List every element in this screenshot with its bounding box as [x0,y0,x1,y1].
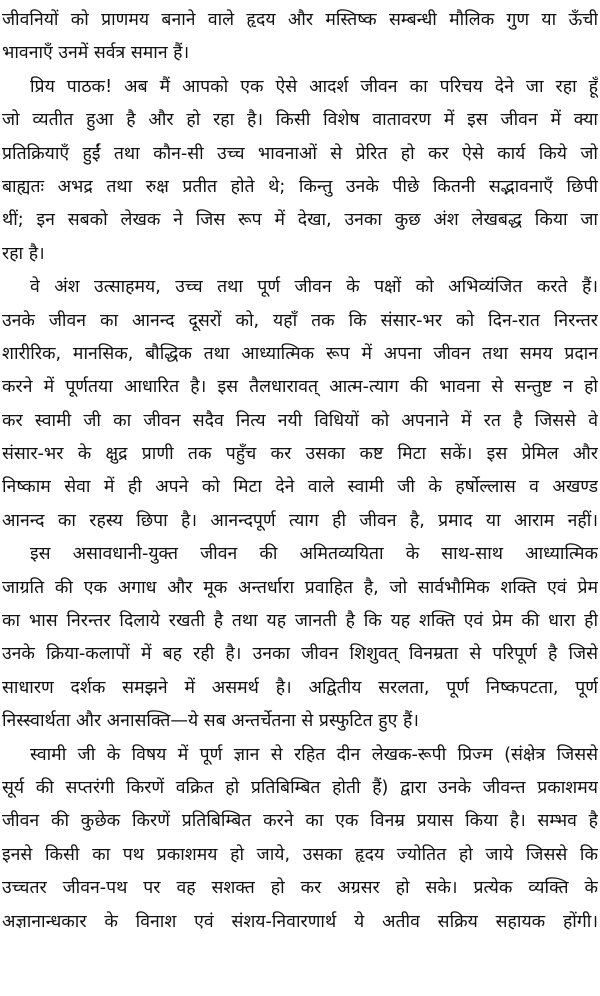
text-line: बाह्यतः अभद्र तथा रुक्ष प्रतीत होते थे; किन्तु उनके पीछे कितनी सद्भावनाएँ छिपी [2,176,598,197]
text-line: रहा है। [2,243,45,264]
text-line: उच्चतर जीवन-पथ पर वह सशक्त हो कर अग्रसर हो सके। प्रत्येक व्यक्ति के [2,878,598,899]
text-line: भावनाएँ उनमें सर्वत्र समान हैं। [2,43,190,64]
text-line: अज्ञानान्धकार के विनाश एवं संशय-निवारणार्थ ये अतीव सक्रिय सहायक होंगी। [2,911,598,932]
text-line: जीवन की कुछेक किरणें प्रतिबिम्बित करने का एक विनम्र प्रयास किया है। सम्भव है [2,811,598,832]
text-line: प्रतिक्रियाएँ हुईं तथा कौन-सी उच्च भावनाओं से प्रेरित हो कर ऐसे कार्य किये जो [2,143,598,164]
paragraph-first-line: वे अंश उत्साहमय, उच्च तथा पूर्ण जीवन के पक्षों को अभिव्यंजित करते हैं। [30,277,598,298]
text-line: शारीरिक, मानसिक, बौद्धिक तथा आध्यात्मिक रूप में अपना जीवन तथा समय प्रदान [2,343,598,364]
text-line: जीवनियों को प्राणमय बनाने वाले हृदय और मस्तिष्क सम्बन्धी मौलिक गुण या ऊँची [2,10,598,30]
text-line: निष्काम सेवा में ही अपने को मिटा देने वाले स्वामी जी के हर्षोल्लास व अखण्ड [2,477,598,498]
text-line: कर स्वामी जी का जीवन सदैव नित्य नयी विधियों को अपनाने में रत है जिससे वे [2,410,598,431]
paragraph-first-line: स्वामी जी के विषय में पूर्ण ज्ञान से रहित दीन लेखक-रूपी प्रिज्म (संक्षेत्र जिससे [30,744,598,765]
text-line: जाग्रति की एक अगाध और मूक अन्तर्धारा प्रवाहित है, जो सार्वभौमिक शक्ति एवं प्रेम [2,577,598,598]
text-line: जो व्यतीत हुआ है और हो रहा है। किसी विशेष वातावरण में इस जीवन में क्या [2,110,598,131]
paragraph-first-line: प्रिय पाठक! अब मैं आपको एक ऐसे आदर्श जीवन का परिचय देने जा रहा हूँ [30,76,598,97]
text-line: थीं; इन सबको लेखक ने जिस रूप में देखा, उनका कुछ अंश लेखबद्ध किया जा [2,210,598,231]
text-line: का भास निरन्तर दिलाये रखती है तथा यह जानती है कि यह शक्ति एवं प्रेम की धारा ही [2,611,598,632]
text-line: उनके जीवन का आनन्द दूसरों को, यहाँ तक कि संसार-भर को दिन-रात निरन्तर [2,310,598,331]
text-line: आनन्द का रहस्य छिपा है। आनन्दपूर्ण त्याग ही जीवन है, प्रमाद या आराम नहीं। [2,510,598,531]
text-line: संसार-भर के क्षुद्र प्राणी तक पहुँच कर उसका कष्ट मिटा सकें। इस प्रेमिल और [2,444,598,465]
text-line: साधारण दर्शक समझने में असमर्थ है। अद्वितीय सरलता, पूर्ण निष्कपटता, पूर्ण [2,677,598,698]
text-line: सूर्य की सप्तरंगी किरणें वक्रित हो प्रतिबिम्बित होती हैं) द्वारा उनके जीवन्त प्रकाशमय [2,777,598,798]
paragraph-first-line: इस असावधानी-युक्त जीवन की अमितव्ययिता के साथ-साथ आध्यात्मिक [30,544,598,565]
text-line: इनसे किसी का पथ प्रकाशमय हो जाये, उसका हृदय ज्योतित हो जाये जिससे कि [2,844,598,865]
text-line: करने में पूर्णतया आधारित है। इस तैलधारावत् आत्म-त्याग की भावना से सन्तुष्ट न हो [2,377,598,398]
text-line: निस्स्वार्थता और अनासक्ति—ये सब अन्तर्चेतना से प्रस्फुटित हुए हैं। [2,711,419,732]
text-line: उनके क्रिया-कलापों में बह रही है। उनका जीवन शिशुवत् विनम्रता से परिपूर्ण है जिसे [2,644,598,665]
